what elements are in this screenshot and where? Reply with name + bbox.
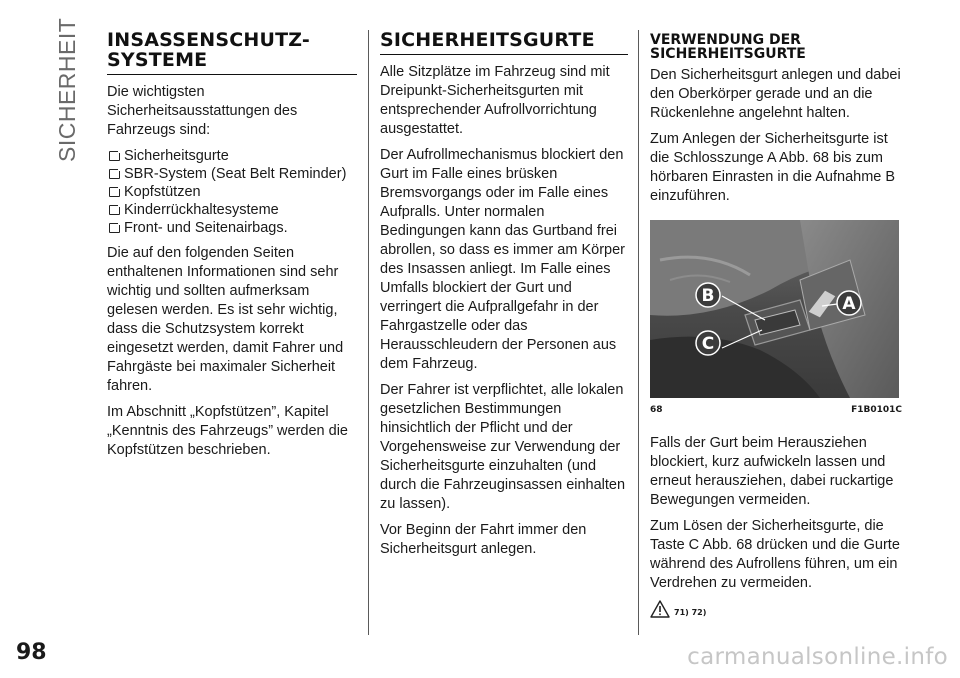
checkbox-bullet-icon: [109, 223, 120, 233]
column-verwendung: [650, 33, 902, 618]
headrest-paragraph: Im Abschnitt „Kopfstützen”, Kapitel „Kenntnis des Fahrzeugs” werden die Kopfstützen beschrieben.: [107, 404, 348, 458]
checkbox-bullet-icon: [109, 151, 120, 161]
safety-equipment-list: [107, 147, 357, 237]
warning-refs: 71) 72): [674, 608, 707, 617]
intro-paragraph: Die wichtigsten Sicherheitsausstattungen des Fahrzeugs sind:: [107, 84, 298, 138]
warning-triangle-icon: [650, 600, 670, 618]
paragraph: Der Aufrollmechanismus blockiert den Gurt im Falle eines brüsken Bremsvorgangs oder im Falle eines Aufpralls. Unter normalen Bedingungen kann das Gurtband frei abrollen, so dass es immer am Körper des Insassen anliegt. Im Falle eines Umfalls blockiert der Gurt und verringert die Aufprallgefahr in der Fahrgastzelle oder das Herausschleudern der Personen aus dem Fahrzeug.: [380, 147, 625, 372]
paragraph: Vor Beginn der Fahrt immer den Sicherheitsgurt anlegen.: [380, 522, 587, 557]
figure-code: F1B0101C: [851, 405, 902, 415]
figure-caption: [650, 401, 902, 420]
section-heading-insassenschutz: INSASSENSCHUTZ-SYSTEME: [107, 30, 357, 75]
info-paragraph: Die auf den folgenden Seiten enthaltenen Informationen sind sehr wichtig und sollten aufmerksam gelesen werden. Es ist sehr wichtig, dass die Schutzsystem korrekt eingesetzt werden, damit Fahrer und Fahrgäste bei maximaler Sicherheit fahren.: [107, 245, 344, 394]
paragraph: Zum Anlegen der Sicherheitsgurte ist die Schlosszunge A Abb. 68 bis zum hörbaren Einrasten in die Aufnahme B einzuführen.: [650, 131, 896, 204]
paragraph: Alle Sitzplätze im Fahrzeug sind mit Dreipunkt-Sicherheitsgurten mit entsprechender Aufrollvorrichtung ausgestattet.: [380, 64, 610, 137]
seatbelt-buckle-figure: [650, 220, 899, 398]
callout-c-label: C: [701, 334, 715, 354]
paragraph: Falls der Gurt beim Herausziehen blockiert, kurz aufwickeln lassen und erneut herausziehen, dabei ruckartige Bewegungen vermeiden.: [650, 435, 894, 508]
chapter-side-tab: [54, 12, 80, 162]
paragraph: Zum Lösen der Sicherheitsgurte, die Taste C Abb. 68 drücken und die Gurte während des Aufrollens führen, um ein Verdrehen zu vermeiden.: [650, 518, 900, 591]
paragraph: Der Fahrer ist verpflichtet, alle lokalen gesetzlichen Bestimmungen hinsichtlich der Pflicht und der Vorgehensweise zur Verwendung der Sicherheitsgurte einzuhalten (und durch die Fahrzeuginsassen einhalten zu lassen).: [380, 382, 626, 512]
chapter-title: SICHERHEIT: [54, 17, 80, 162]
column-divider-2: [638, 30, 639, 635]
list-item: Kopfstützen: [107, 183, 357, 201]
warning-reference: [650, 600, 902, 618]
column-divider-1: [368, 30, 369, 635]
callout-b-label: B: [701, 286, 715, 306]
column-insassenschutz: [107, 30, 357, 467]
checkbox-bullet-icon: [109, 187, 120, 197]
paragraph: Den Sicherheitsgurt anlegen und dabei den Oberkörper gerade und an die Rückenlehne angelehnt halten.: [650, 67, 901, 121]
section-heading-sicherheitsgurte: SICHERHEITSGURTE: [380, 30, 628, 55]
seatbelt-buckle-illustration: [650, 220, 899, 398]
section-heading-verwendung: VERWENDUNG DER SICHERHEITSGURTE: [650, 32, 806, 62]
list-item: SBR-System (Seat Belt Reminder): [107, 165, 357, 183]
checkbox-bullet-icon: [109, 169, 120, 179]
checkbox-bullet-icon: [109, 205, 120, 215]
list-item: Sicherheitsgurte: [107, 147, 357, 165]
list-item: Front- und Seitenairbags.: [107, 219, 357, 237]
list-item: Kinderrückhaltesysteme: [107, 201, 357, 219]
column-sicherheitsgurte: [380, 30, 628, 566]
watermark: carmanualsonline.info: [687, 644, 948, 670]
figure-number: 68: [650, 405, 663, 415]
page-number: 98: [16, 640, 47, 665]
callout-a-label: A: [842, 294, 856, 314]
